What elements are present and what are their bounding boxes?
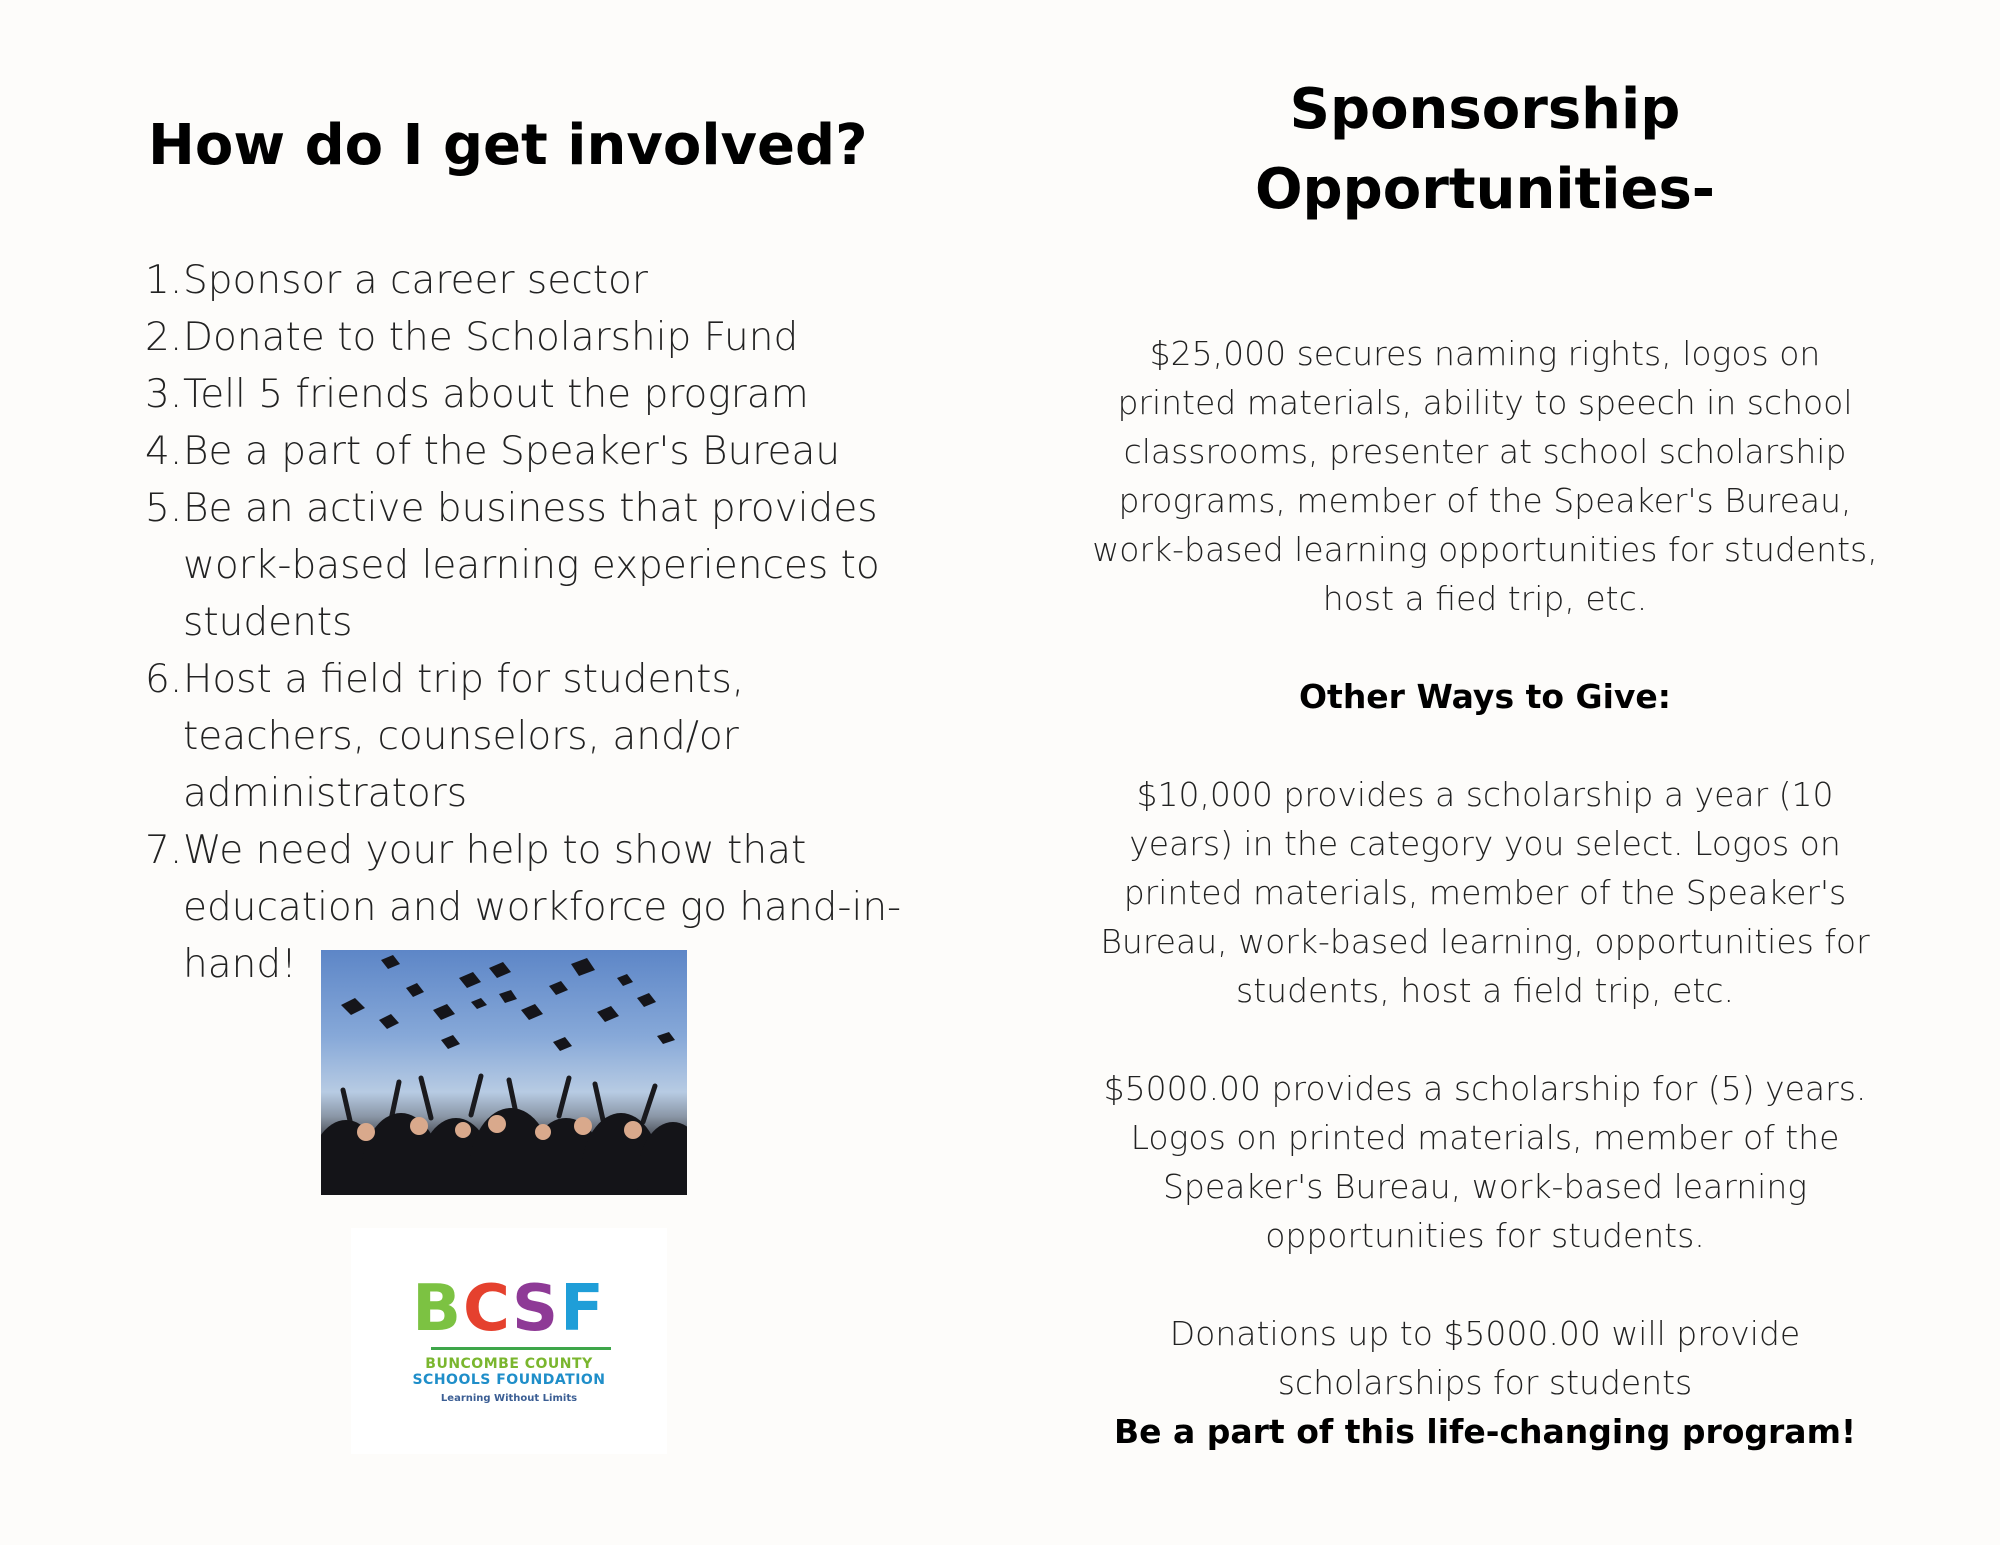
list-item-text: Tell 5 friends about the program xyxy=(183,372,809,417)
list-item xyxy=(145,423,905,480)
involvement-steps-list xyxy=(145,252,905,993)
left-heading: How do I get involved? xyxy=(148,113,868,178)
list-item-text: We need your help to show that education and workforce go hand-in-hand! xyxy=(183,828,902,987)
list-item-number: 3. xyxy=(145,372,183,417)
other-ways-heading: Other Ways to Give: xyxy=(1298,677,1671,716)
right-heading xyxy=(1090,70,1880,230)
logo-letter: F xyxy=(560,1272,606,1346)
right-heading-line1: Sponsorship xyxy=(1289,77,1681,142)
list-item xyxy=(145,366,905,423)
list-item xyxy=(145,252,905,309)
list-item xyxy=(145,480,905,651)
list-item-text: Host a field trip for students, teachers, counselors, and/or administrators xyxy=(183,657,745,816)
tier-5000-text: $5000.00 provides a scholarship for (5) years. Logos on printed materials, member of the Speaker's Bureau, work-based learning opportunities for students. xyxy=(1103,1069,1867,1255)
right-heading-line2: Opportunities- xyxy=(1254,157,1716,222)
logo-divider xyxy=(431,1347,611,1350)
logo-name-line2: SCHOOLS FOUNDATION xyxy=(412,1372,606,1388)
list-item-text: Be a part of the Speaker's Bureau xyxy=(183,429,841,474)
list-item xyxy=(145,651,905,822)
sponsorship-column xyxy=(1090,70,1880,1456)
logo-letter: S xyxy=(511,1272,561,1346)
graduation-photo-illustration xyxy=(321,950,687,1195)
logo-letters xyxy=(351,1274,667,1344)
logo-letter: B xyxy=(412,1272,463,1346)
list-item-number: 6. xyxy=(145,657,183,702)
list-item-number: 5. xyxy=(145,486,183,531)
list-item-text: Be an active business that provides work-based learning experiences to students xyxy=(183,486,880,645)
bcsf-logo xyxy=(351,1228,667,1454)
list-item-number: 4. xyxy=(145,429,183,474)
list-item-number: 2. xyxy=(145,315,183,360)
list-item-number: 7. xyxy=(145,828,183,873)
donations-text: Donations up to $5000.00 will provide scholarships for students xyxy=(1169,1314,1801,1402)
logo-name-line1: BUNCOMBE COUNTY xyxy=(425,1356,593,1372)
list-item xyxy=(145,309,905,366)
tier-10000-text: $10,000 provides a scholarship a year (10 years) in the category you select. Logos on printed materials, member of the Speaker's Bureau, work-based learning, opportunities for students, host a field trip, etc. xyxy=(1100,775,1870,1010)
graduation-photo xyxy=(321,950,687,1195)
list-item-text: Donate to the Scholarship Fund xyxy=(183,315,799,360)
closing-callout: Be a part of this life-changing program! xyxy=(1113,1412,1857,1451)
list-item-text: Sponsor a career sector xyxy=(183,258,648,303)
logo-tagline: Learning Without Limits xyxy=(440,1393,578,1404)
list-item-number: 1. xyxy=(145,258,183,303)
logo-letter: C xyxy=(463,1272,512,1346)
tier-25000-text: $25,000 secures naming rights, logos on printed materials, ability to speech in school classrooms, presenter at school scholarship programs, member of the Speaker's Bureau, work-based learning opportunities for students, host a fied trip, etc. xyxy=(1092,334,1878,618)
